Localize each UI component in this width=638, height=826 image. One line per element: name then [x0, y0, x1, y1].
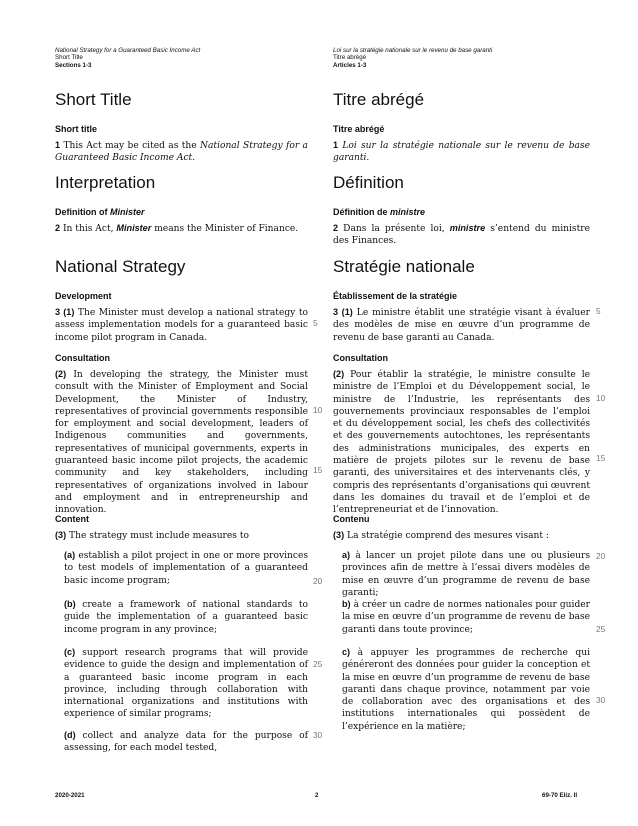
paragraph-c-body: support research programs that will provide evidence to guide the design and implementation of a guaranteed basic income program in each province, including through collaboration with international organizations and institutions with experience of similar programs; [64, 648, 308, 720]
article-2-defined-term: ministre [449, 223, 486, 233]
definition-ministre-label: Définition de [333, 207, 388, 217]
paragraph-d-body: collect and analyze data for the purpose of assessing, for each model tested, [64, 731, 308, 754]
definition-ministre-marginal-note [333, 207, 590, 218]
section-2-defined-term: Minister [116, 223, 152, 233]
development-marginal-note: Development [55, 291, 112, 301]
line-number-en-10: 10 [313, 405, 323, 415]
paragraphe-3-3-number: (3) [333, 530, 345, 540]
short-title-marginal-note: Short title [55, 124, 97, 134]
definition-marginal-label: Definition of [55, 207, 108, 217]
national-strategy-heading: National Strategy [55, 257, 186, 276]
paragraphe-3-2-text [333, 368, 590, 517]
line-number-fr-5: 5 [596, 306, 601, 316]
line-number-fr-20: 20 [596, 551, 606, 561]
section-1-body: This Act may be cited as the [63, 141, 197, 151]
paragraphe-3-1-number: 3 (1) [333, 307, 353, 317]
paragraph-c [64, 646, 308, 721]
line-number-fr-15: 15 [596, 453, 606, 463]
header-subtitle-en: Short Title [55, 54, 83, 62]
subsection-3-3-text [55, 529, 308, 542]
paragraph-a [64, 549, 308, 587]
section-1-text [55, 139, 308, 165]
header-sections-fr: Articles 1-3 [333, 61, 367, 69]
article-1-number: 1 [333, 140, 339, 150]
footer-page-number: 2 [315, 792, 319, 799]
running-header-fr [333, 47, 492, 69]
paragraph-b [64, 598, 308, 636]
subsection-3-2-number: (2) [55, 369, 67, 379]
section-2-text [55, 222, 308, 235]
subsection-3-3-number: (3) [55, 530, 67, 540]
article-1-text [333, 139, 590, 165]
subsection-3-2-body: In developing the strategy, the Minister must consult with the Minister of Employment and Social Development, the Minister of Industry, representatives of provincial governments responsible for employment and social development, leaders of Indigenous communities and governments, representatives of municipal governments, experts in guaranteed basic income pilot projects, the academic community and key stakeholders, including representatives of organizations involved in labour and employment and in entrepreneurship and innovation. [55, 370, 308, 516]
article-2-intro: Dans la présente loi, [343, 224, 445, 234]
subsection-3-2-text [55, 368, 308, 517]
definition-ministre-term: ministre [390, 207, 426, 217]
subsection-3-1-number: 3 (1) [55, 307, 75, 317]
section-2-number: 2 [55, 223, 61, 233]
section-1-end: . [192, 153, 196, 164]
article-1-body: Loi sur la stratégie nationale sur le revenu de base garanti. [333, 141, 590, 164]
contenu-marginal-note: Contenu [333, 514, 370, 524]
interpretation-heading: Interpretation [55, 173, 156, 192]
section-1-number: 1 [55, 140, 61, 150]
paragraphe-3-2-number: (2) [333, 369, 345, 379]
header-sections-en: Sections 1-3 [55, 61, 92, 69]
paragraph-d-label: (d) [64, 730, 76, 740]
alinea-c [342, 646, 590, 733]
paragraphe-3-1-text [333, 306, 590, 344]
content-marginal-note: Content [55, 514, 89, 524]
paragraph-d [64, 729, 308, 755]
header-act-title-en: National Strategy for a Guaranteed Basic Income Act [55, 47, 201, 54]
titre-abrege-heading: Titre abrégé [333, 90, 425, 109]
line-number-en-30: 30 [313, 730, 323, 740]
section-1-act-title: National Strategy for a Guaranteed Basic Income Act [55, 141, 308, 164]
alinea-a [342, 549, 590, 599]
paragraphe-3-3-body: La stratégie comprend des mesures visant : [347, 531, 549, 541]
strategie-nationale-heading: Stratégie nationale [333, 257, 475, 276]
definition-heading: Définition [333, 173, 404, 192]
header-act-title-fr: Loi sur la stratégie nationale sur le revenu de base garanti [333, 47, 493, 54]
alinea-c-body: à appuyer les programmes de recherche qui généreront des données pour guider la conception et la mise en œuvre d’un programme de revenu de base garanti dans chaque province, notamment par voie de collaboration avec des organisations et des institutions internationales qui possèdent de l’expérience en la matière; [342, 648, 590, 732]
line-number-fr-10: 10 [596, 393, 606, 403]
alinea-b-body: à créer un cadre de normes nationales pour guider la mise en œuvre d’un programme de revenu de base garanti dans toute province; [342, 600, 590, 635]
alinea-c-label: c) [342, 647, 351, 657]
paragraph-b-body: create a framework of national standards to guide the implementation of a guaranteed basic income program in any province; [64, 600, 308, 635]
definition-marginal-term: Minister [110, 207, 145, 217]
line-number-fr-30: 30 [596, 695, 606, 705]
consultation-marginal-note: Consultation [55, 353, 110, 363]
line-number-en-20: 20 [313, 576, 323, 586]
alinea-b-label: b) [342, 599, 351, 609]
titre-abrege-marginal-note: Titre abrégé [333, 124, 385, 134]
subsection-3-1-text [55, 306, 308, 344]
line-number-en-25: 25 [313, 659, 323, 669]
line-number-fr-25: 25 [596, 624, 606, 634]
section-2-definition: means the Minister of Finance. [154, 224, 299, 234]
subsection-3-3-body: The strategy must include measures to [69, 531, 249, 541]
header-subtitle-fr: Titre abrégé [333, 54, 367, 62]
definition-marginal-note [55, 207, 308, 218]
alinea-a-label: a) [342, 550, 351, 560]
line-number-en-15: 15 [313, 465, 323, 475]
section-2-intro: In this Act, [62, 224, 114, 234]
footer-session: 2020-2021 [55, 792, 85, 799]
paragraph-a-body: establish a pilot project in one or more provinces to test models of implementation of a guaranteed basic income program; [64, 551, 308, 586]
subsection-3-1-body: The Minister must develop a national strategy to assess implementation models for a guaranteed basic income pilot program in Canada. [55, 308, 308, 343]
paragraph-c-label: (c) [64, 647, 76, 657]
etablissement-marginal-note: Établissement de la stratégie [333, 291, 458, 301]
article-2-text [333, 222, 590, 248]
alinea-b [342, 598, 590, 636]
article-2-number: 2 [333, 223, 339, 233]
short-title-heading: Short Title [55, 90, 132, 109]
alinea-a-body: à lancer un projet pilote dans une ou plusieurs provinces afin de mettre à l’essai divers modèles de mise en œuvre d’un programme de revenu de base garanti; [342, 551, 590, 598]
line-number-en-5: 5 [313, 318, 318, 328]
running-header-en [55, 47, 200, 69]
paragraph-b-label: (b) [64, 599, 76, 609]
footer-regnal-year: 69-70 Eliz. II [542, 792, 578, 799]
paragraphe-3-3-text [333, 529, 590, 542]
paragraph-a-label: (a) [64, 550, 76, 560]
paragraphe-3-2-body: Pour établir la stratégie, le ministre consulte le ministre de l’Emploi et du Développement social, le ministre de l’Industrie, les représentants des gouvernements provinciaux responsables de l’emploi et du développement social, les chefs des collectivités et des gouvernements autochtones, les représentants des administrations municipales, des experts en matière de projets pilotes sur le revenu de base garanti, des universitaires et des intervenants clés, y compris des représentants d’organisations qui œuvrent dans les domaines du travail et de l’emploi et de l’entrepreneuriat et de l’innovation. [333, 370, 590, 516]
consultation-fr-marginal-note: Consultation [333, 353, 388, 363]
article-2-definition: s’entend du ministre des Finances. [333, 224, 590, 247]
paragraphe-3-1-body: Le ministre établit une stratégie visant à évaluer des modèles de mise en œuvre d’un programme de revenu de base garanti au Canada. [333, 308, 590, 343]
